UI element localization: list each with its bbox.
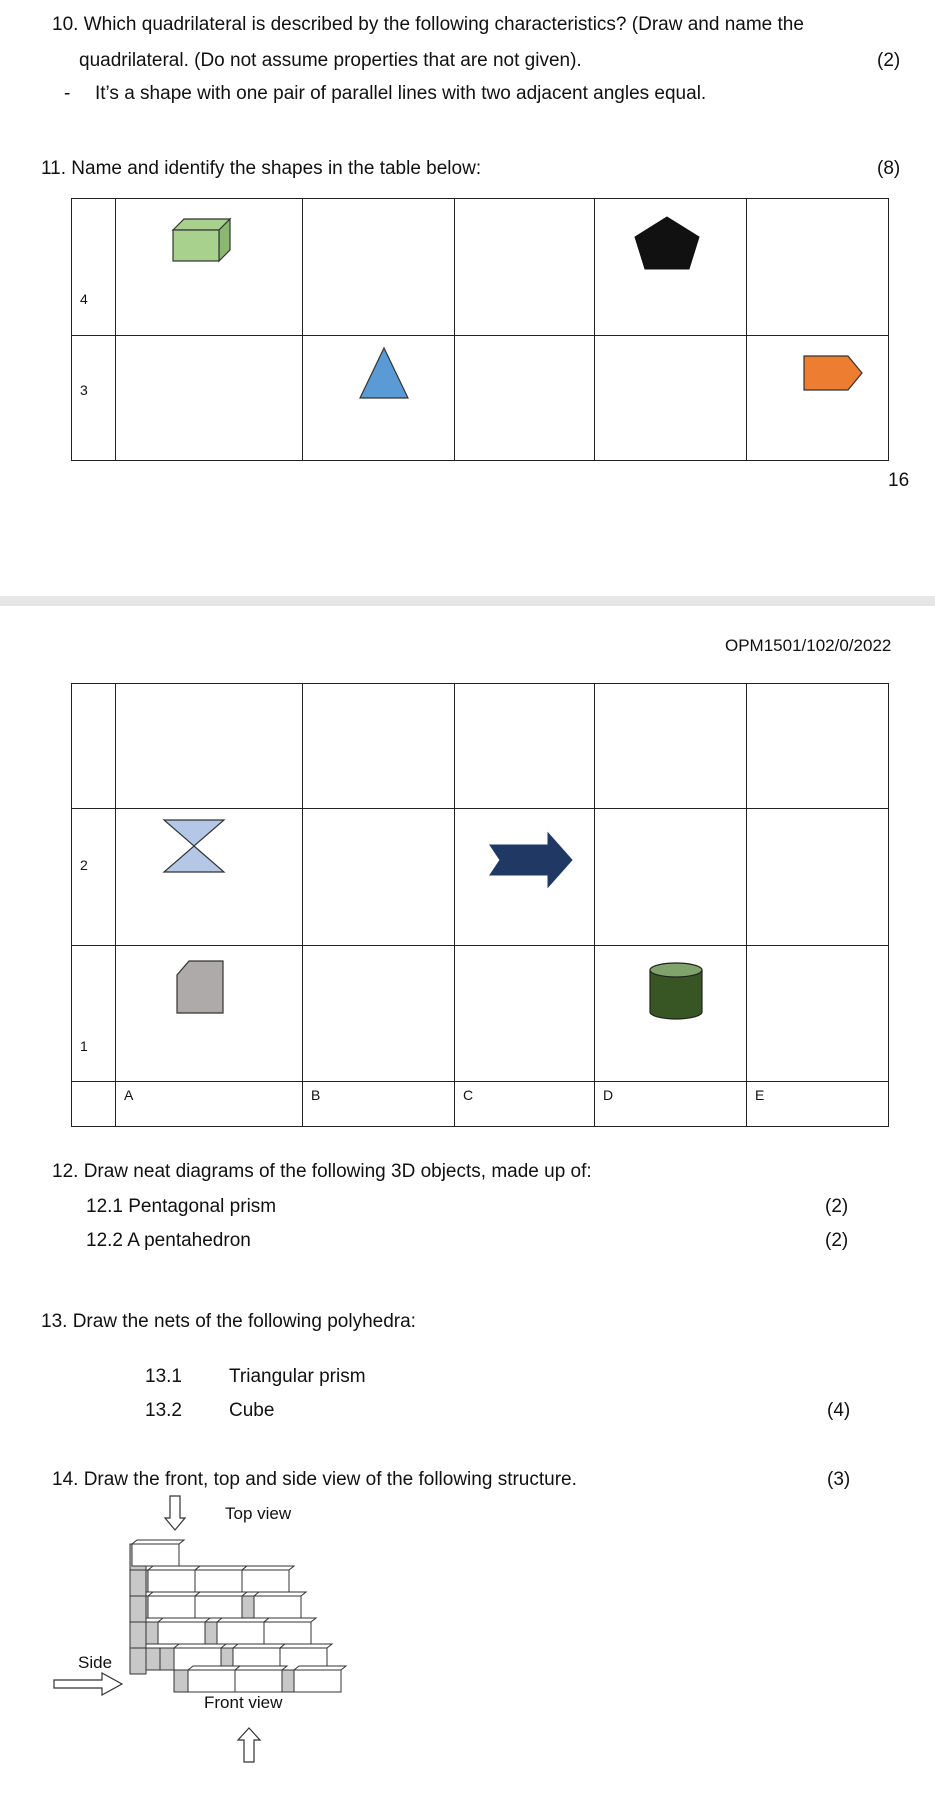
- cell-e1: [747, 946, 889, 1082]
- q12-item-1: 12.1 Pentagonal prism: [86, 1196, 277, 1217]
- row-label-cell: [72, 199, 116, 336]
- col-label-a: A: [124, 1087, 134, 1103]
- col-label-cell: [455, 1082, 595, 1127]
- q10-line2: quadrilateral. (Do not assume properties that are not given).: [79, 50, 582, 71]
- q14-marks: (3): [827, 1469, 851, 1490]
- cell-d3: [595, 336, 747, 461]
- q11-marks: (8): [877, 158, 901, 179]
- top-view-label: Top view: [225, 1504, 292, 1523]
- cell-a1: [116, 946, 303, 1082]
- cell-c1: [455, 946, 595, 1082]
- arrow-shape: [488, 831, 574, 889]
- q12-item-1-marks: (2): [825, 1196, 849, 1217]
- cell-e3b: [747, 684, 889, 809]
- cell-d1: [595, 946, 747, 1082]
- col-label-cell: [747, 1082, 889, 1127]
- pentagon-shape: [633, 215, 701, 271]
- cell-a3b: [116, 684, 303, 809]
- shapes-table-top: [71, 198, 889, 461]
- cell-b2: [303, 809, 455, 946]
- grey-pentagon-shape: [175, 959, 225, 1015]
- q14-text: 14. Draw the front, top and side view of the following structure.: [52, 1469, 577, 1490]
- cube-shape: [171, 217, 233, 267]
- q10-point: It’s a shape with one pair of parallel lines with two adjacent angles equal.: [95, 83, 707, 104]
- cell-a3: [116, 336, 303, 461]
- row-label-cell: [72, 684, 116, 809]
- top-view-arrow-icon: [165, 1496, 185, 1530]
- page-number: 16: [888, 470, 910, 491]
- q10-bullet: -: [64, 83, 71, 104]
- q12-text: 12. Draw neat diagrams of the following 3D objects, made up of:: [52, 1161, 592, 1182]
- page-gap: [0, 596, 935, 606]
- row-label-cell: [72, 946, 116, 1082]
- cell-a2: [116, 809, 303, 946]
- col-label-d: D: [603, 1087, 614, 1103]
- cell-c3b: [455, 684, 595, 809]
- col-label-empty: [72, 1082, 116, 1127]
- cell-c2: [455, 809, 595, 946]
- side-label: Side: [78, 1653, 113, 1672]
- front-view-arrow-icon: [238, 1728, 260, 1762]
- q13-text: 13. Draw the nets of the following polyhedra:: [41, 1311, 416, 1332]
- cylinder-shape: [648, 961, 704, 1021]
- q13-item-2-num: 13.2: [145, 1400, 182, 1421]
- q12-item-2: 12.2 A pentahedron: [86, 1230, 251, 1251]
- row-label-2: 2: [80, 857, 88, 873]
- cell-c3: [455, 336, 595, 461]
- row-label-cell: [72, 809, 116, 946]
- q12-item-2-marks: (2): [825, 1230, 849, 1251]
- q13-item-1-num: 13.1: [145, 1366, 182, 1387]
- cell-b1: [303, 946, 455, 1082]
- cell-b3: [303, 336, 455, 461]
- q10-line1: 10. Which quadrilateral is described by the following characteristics? (Draw and name the: [52, 14, 804, 35]
- cell-e4: [747, 199, 889, 336]
- col-label-b: B: [311, 1087, 321, 1103]
- front-view-label: Front view: [204, 1693, 283, 1712]
- triangle-shape: [358, 346, 410, 400]
- q13-item-1-label: Triangular prism: [229, 1366, 366, 1387]
- cell-d4: [595, 199, 747, 336]
- col-label-cell: [303, 1082, 455, 1127]
- structure-diagram: [50, 1494, 370, 1764]
- cell-b3b: [303, 684, 455, 809]
- cell-c4: [455, 199, 595, 336]
- row-label-1: 1: [80, 1038, 88, 1054]
- document-code: OPM1501/102/0/2022: [725, 636, 892, 655]
- cell-e3: [747, 336, 889, 461]
- q11-text: 11. Name and identify the shapes in the table below:: [41, 158, 482, 179]
- shapes-table-bottom: [71, 683, 889, 1127]
- col-label-e: E: [755, 1087, 765, 1103]
- q10-marks: (2): [877, 50, 901, 71]
- cell-d3b: [595, 684, 747, 809]
- tag-shape: [802, 354, 864, 392]
- cell-d2: [595, 809, 747, 946]
- col-label-cell: [116, 1082, 303, 1127]
- col-label-cell: [595, 1082, 747, 1127]
- cell-b4: [303, 199, 455, 336]
- row-label-cell: [72, 336, 116, 461]
- cell-a4: [116, 199, 303, 336]
- row-label-3: 3: [80, 382, 88, 398]
- q13-item-2-label: Cube: [229, 1400, 275, 1421]
- side-view-arrow-icon: [54, 1673, 122, 1695]
- cell-e2: [747, 809, 889, 946]
- row-label-4: 4: [80, 291, 88, 307]
- col-label-c: C: [463, 1087, 474, 1103]
- hourglass-shape: [162, 818, 226, 874]
- q13-item-2-marks: (4): [827, 1400, 851, 1421]
